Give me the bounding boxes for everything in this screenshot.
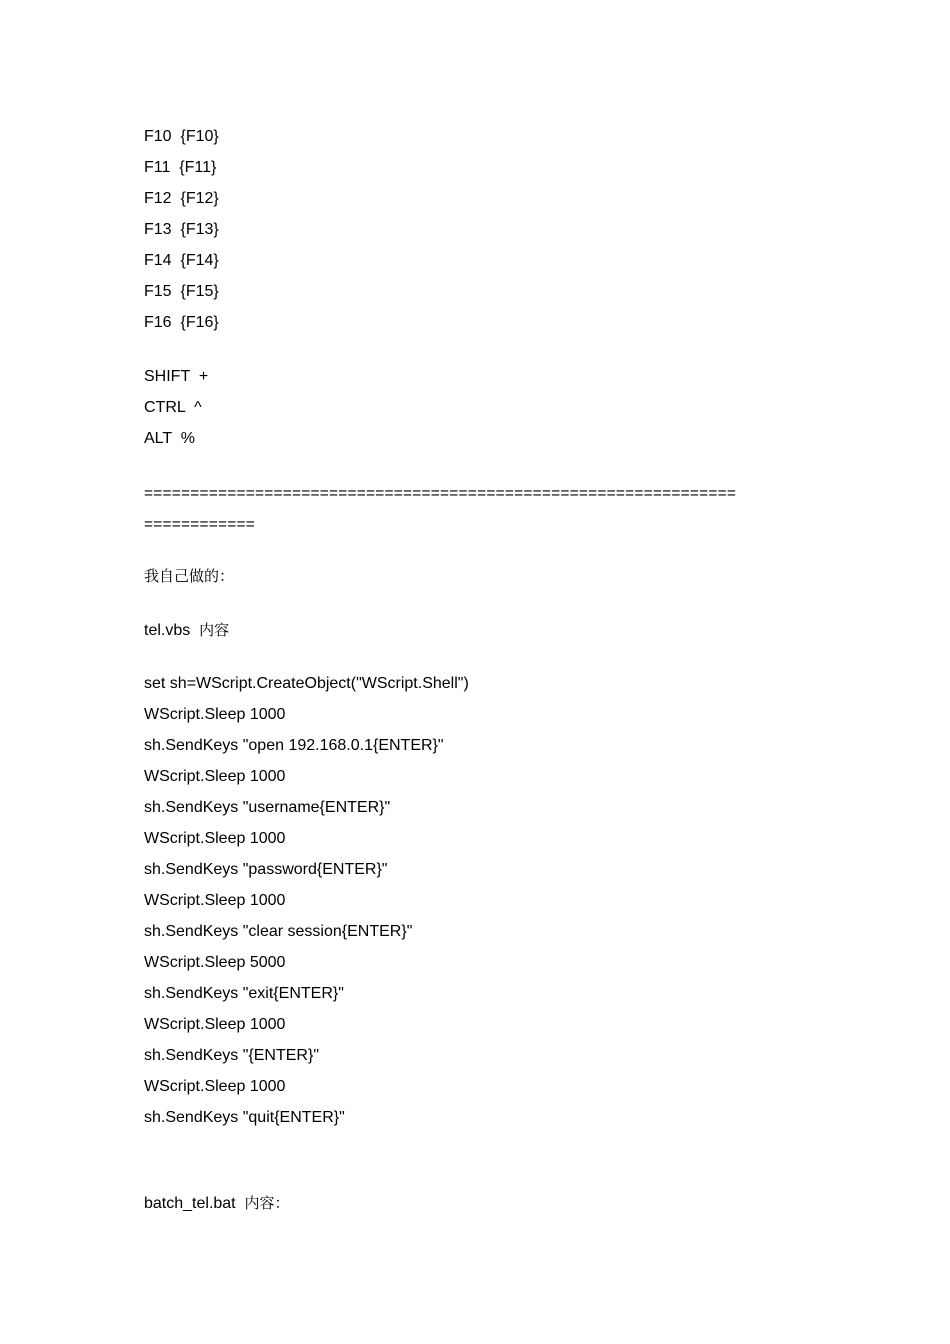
bat-heading <box>144 1193 290 1214</box>
key-name: F12 <box>144 190 172 207</box>
key-name: CTRL <box>144 399 186 416</box>
key-code: {F13} <box>180 221 219 238</box>
key-code: {F15} <box>180 283 219 300</box>
function-key-row <box>144 189 219 209</box>
key-name: F10 <box>144 128 172 145</box>
code-line: sh.SendKeys "open 192.168.0.1{ENTER}" <box>144 737 444 754</box>
key-code: {F14} <box>180 252 219 269</box>
function-key-row <box>144 251 219 271</box>
modifier-key-row <box>144 429 195 449</box>
separator-line: ================================================================ <box>144 485 737 502</box>
code-line: WScript.Sleep 1000 <box>144 706 286 723</box>
code-line: sh.SendKeys "quit{ENTER}" <box>144 1109 345 1126</box>
key-name: ALT <box>144 430 172 447</box>
code-line: WScript.Sleep 5000 <box>144 954 286 971</box>
modifier-key-row <box>144 398 202 418</box>
code-line: WScript.Sleep 1000 <box>144 1016 286 1033</box>
modifier-key-row <box>144 367 208 387</box>
code-line: sh.SendKeys "exit{ENTER}" <box>144 985 344 1002</box>
heading-label: 内容： <box>244 1194 290 1212</box>
key-name: SHIFT <box>144 368 190 385</box>
key-code: {F11} <box>179 159 217 176</box>
key-code: {F10} <box>180 128 219 145</box>
heading-label: 内容 <box>199 621 230 639</box>
code-line: WScript.Sleep 1000 <box>144 1078 286 1095</box>
file-name: batch_tel.bat <box>144 1195 236 1212</box>
code-line: sh.SendKeys "username{ENTER}" <box>144 799 391 816</box>
code-line: WScript.Sleep 1000 <box>144 830 286 847</box>
function-key-row <box>144 220 219 240</box>
key-code: % <box>180 430 195 447</box>
code-line: sh.SendKeys "{ENTER}" <box>144 1047 319 1064</box>
code-line: sh.SendKeys "clear session{ENTER}" <box>144 923 413 940</box>
function-key-row <box>144 127 219 147</box>
file-name: tel.vbs <box>144 622 191 639</box>
key-code: {F12} <box>180 190 219 207</box>
key-name: F14 <box>144 252 172 269</box>
code-line: WScript.Sleep 1000 <box>144 768 286 785</box>
key-name: F16 <box>144 314 172 331</box>
function-key-row <box>144 158 216 178</box>
key-name: F11 <box>144 159 171 176</box>
separator-line: ============ <box>144 516 256 533</box>
code-line: WScript.Sleep 1000 <box>144 892 286 909</box>
key-code: {F16} <box>180 314 219 331</box>
key-name: F15 <box>144 283 172 300</box>
key-code: + <box>198 368 209 385</box>
code-line: sh.SendKeys "password{ENTER}" <box>144 861 388 878</box>
section-intro: 我自己做的： <box>144 567 235 585</box>
vbs-heading <box>144 620 229 641</box>
function-key-row <box>144 313 219 333</box>
key-code: ^ <box>194 399 202 416</box>
code-line: set sh=WScript.CreateObject("WScript.Shell") <box>144 675 469 692</box>
function-key-row <box>144 282 219 302</box>
key-name: F13 <box>144 221 172 238</box>
